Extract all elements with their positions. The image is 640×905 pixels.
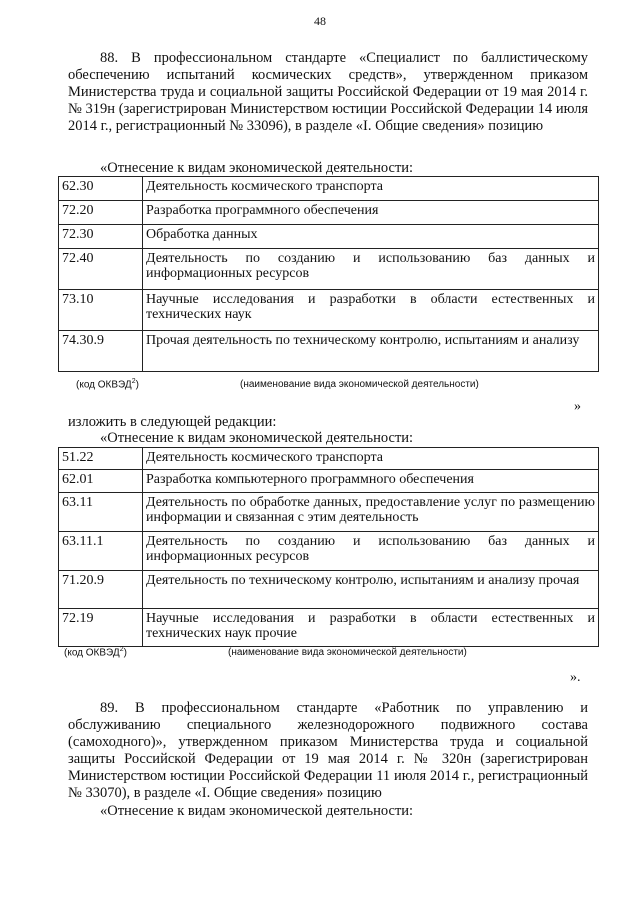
table-row [59,225,599,249]
table3-intro: «Отнесение к видам экономической деятельности: [100,803,414,819]
okved-code-cell: 62.01 [59,470,143,492]
okved-code-cell: 72.40 [59,249,143,290]
okved-table-new [58,447,599,647]
table-row [59,448,599,470]
okved-code-cell: 72.30 [59,225,143,249]
activity-name-cell: Обработка данных [143,225,599,249]
activity-name-cell: Прочая деятельность по техническому контролю, испытаниям и анализу [143,331,599,372]
okved-code-cell: 63.11.1 [59,531,143,570]
okved-code-cell: 63.11 [59,492,143,531]
table2-close-quote: ». [570,670,581,685]
table-row [59,331,599,372]
paragraph-89-text: 89. В профессиональном стандарте «Работник по управлению и обслуживанию специального железнодорожного подвижного состава (самоходного)», утвержденном приказом Министерства труда и социальной защиты Российской Федерации от 19 мая 2014 г. № 320н (зарегистрирован Министерством юстиции Российской Федерации 11 июля 2014 г., регистрационный № 33070), в разделе «I. Общие сведения» позицию [68,700,588,801]
okved-code-cell: 74.30.9 [59,331,143,372]
activity-name-cell: Деятельность по техническому контролю, испытаниям и анализу прочая [143,570,599,608]
okved-code-cell: 51.22 [59,448,143,470]
page-number: 48 [314,14,326,28]
activity-name-cell: Деятельность по созданию и использованию баз данных и информационных ресурсов [143,531,599,570]
table-row [59,608,599,646]
table-row [59,177,599,201]
okved-code-cell: 71.20.9 [59,570,143,608]
activity-name-cell: Разработка компьютерного программного обеспечения [143,470,599,492]
table1-intro: «Отнесение к видам экономической деятельности: [100,160,414,176]
activity-name-cell: Деятельность по созданию и использованию баз данных и информационных ресурсов [143,249,599,290]
table-row [59,570,599,608]
okved-code-cell: 72.20 [59,201,143,225]
table1-close-quote: » [574,399,581,414]
table-row [59,290,599,331]
activity-name-cell: Разработка программного обеспечения [143,201,599,225]
table-row [59,249,599,290]
table-row [59,470,599,492]
activity-name-cell: Научные исследования и разработки в области естественных и технических наук прочие [143,608,599,646]
table-row [59,492,599,531]
replace-text: изложить в следующей редакции: [68,414,277,430]
table-row [59,531,599,570]
table2-caption-code: (код ОКВЭД$^2$) [64,646,127,659]
paragraph-88-text: 88. В профессиональном стандарте «Специалист по баллистическому обеспечению испытаний космических средств», утвержденном приказом Министерства труда и социальной защиты Российской Федерации от 19 мая 2014 г. № 319н (зарегистрирован Министерством юстиции Российской Федерации 14 июля 2014 г., регистрационный № 33096), в разделе «I. Общие сведения» позицию [68,50,588,134]
activity-name-cell: Научные исследования и разработки в области естественных и технических наук [143,290,599,331]
okved-table-old [58,176,599,372]
paragraph-89 [68,700,588,802]
paragraph-88 [68,50,588,135]
table2-intro: «Отнесение к видам экономической деятельности: [100,430,414,446]
okved-code-cell: 72.19 [59,608,143,646]
table1-caption-name: (наименование вида экономической деятельности) [240,379,479,390]
okved-code-cell: 62.30 [59,177,143,201]
activity-name-cell: Деятельность по обработке данных, предоставление услуг по размещению информации и связанная с этим деятельность [143,492,599,531]
table2-caption-name: (наименование вида экономической деятельности) [228,647,467,658]
okved-code-cell: 73.10 [59,290,143,331]
table-row [59,201,599,225]
table1-caption-code: (код ОКВЭД$^2$) [76,378,139,391]
activity-name-cell: Деятельность космического транспорта [143,177,599,201]
activity-name-cell: Деятельность космического транспорта [143,448,599,470]
